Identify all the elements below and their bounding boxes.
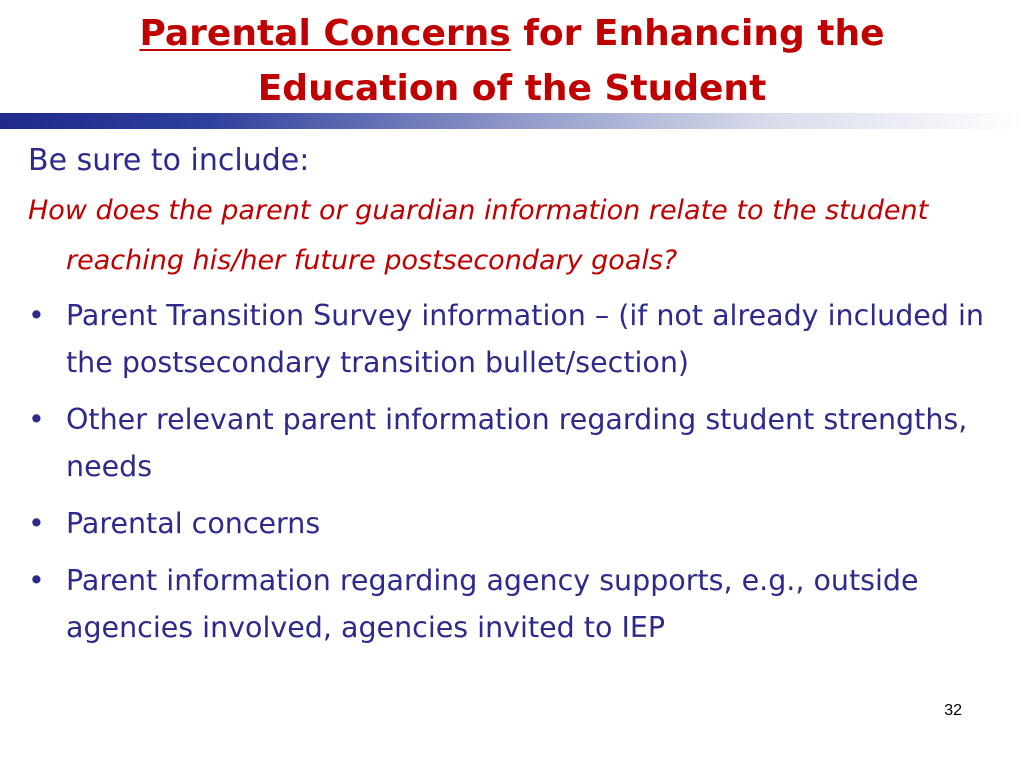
bullet-marker: • [28, 403, 45, 436]
bullet-marker: • [28, 299, 45, 332]
bullet-list [28, 292, 988, 651]
bullet-text: Parental concerns [66, 507, 321, 540]
slide-title-underlined: Parental Concerns [139, 13, 511, 54]
bullet-text: Other relevant parent information regarding student strengths, needs [66, 403, 968, 483]
bullet-text: Parent information regarding agency supports, e.g., outside agencies involved, agencies invited to IEP [66, 564, 919, 644]
bullet-item [28, 500, 988, 547]
guiding-question: How does the parent or guardian information relate to the student reaching his/her future postsecondary goals? [28, 195, 929, 276]
slide-title-rest: for Enhancing the Education of the Student [257, 13, 885, 109]
title-gradient-bar [0, 113, 1024, 129]
bullet-text: Parent Transition Survey information – (if not already included in the postsecondary transition bullet/section) [66, 299, 984, 379]
bullet-marker: • [28, 507, 45, 540]
slide-body [28, 138, 988, 661]
bullet-item [28, 557, 988, 651]
intro-text: Be sure to include: [28, 143, 310, 178]
bullet-marker: • [28, 564, 45, 597]
bullet-item [28, 292, 988, 386]
page-number: 32 [944, 702, 962, 719]
slide-title [60, 6, 964, 116]
bullet-item [28, 396, 988, 490]
